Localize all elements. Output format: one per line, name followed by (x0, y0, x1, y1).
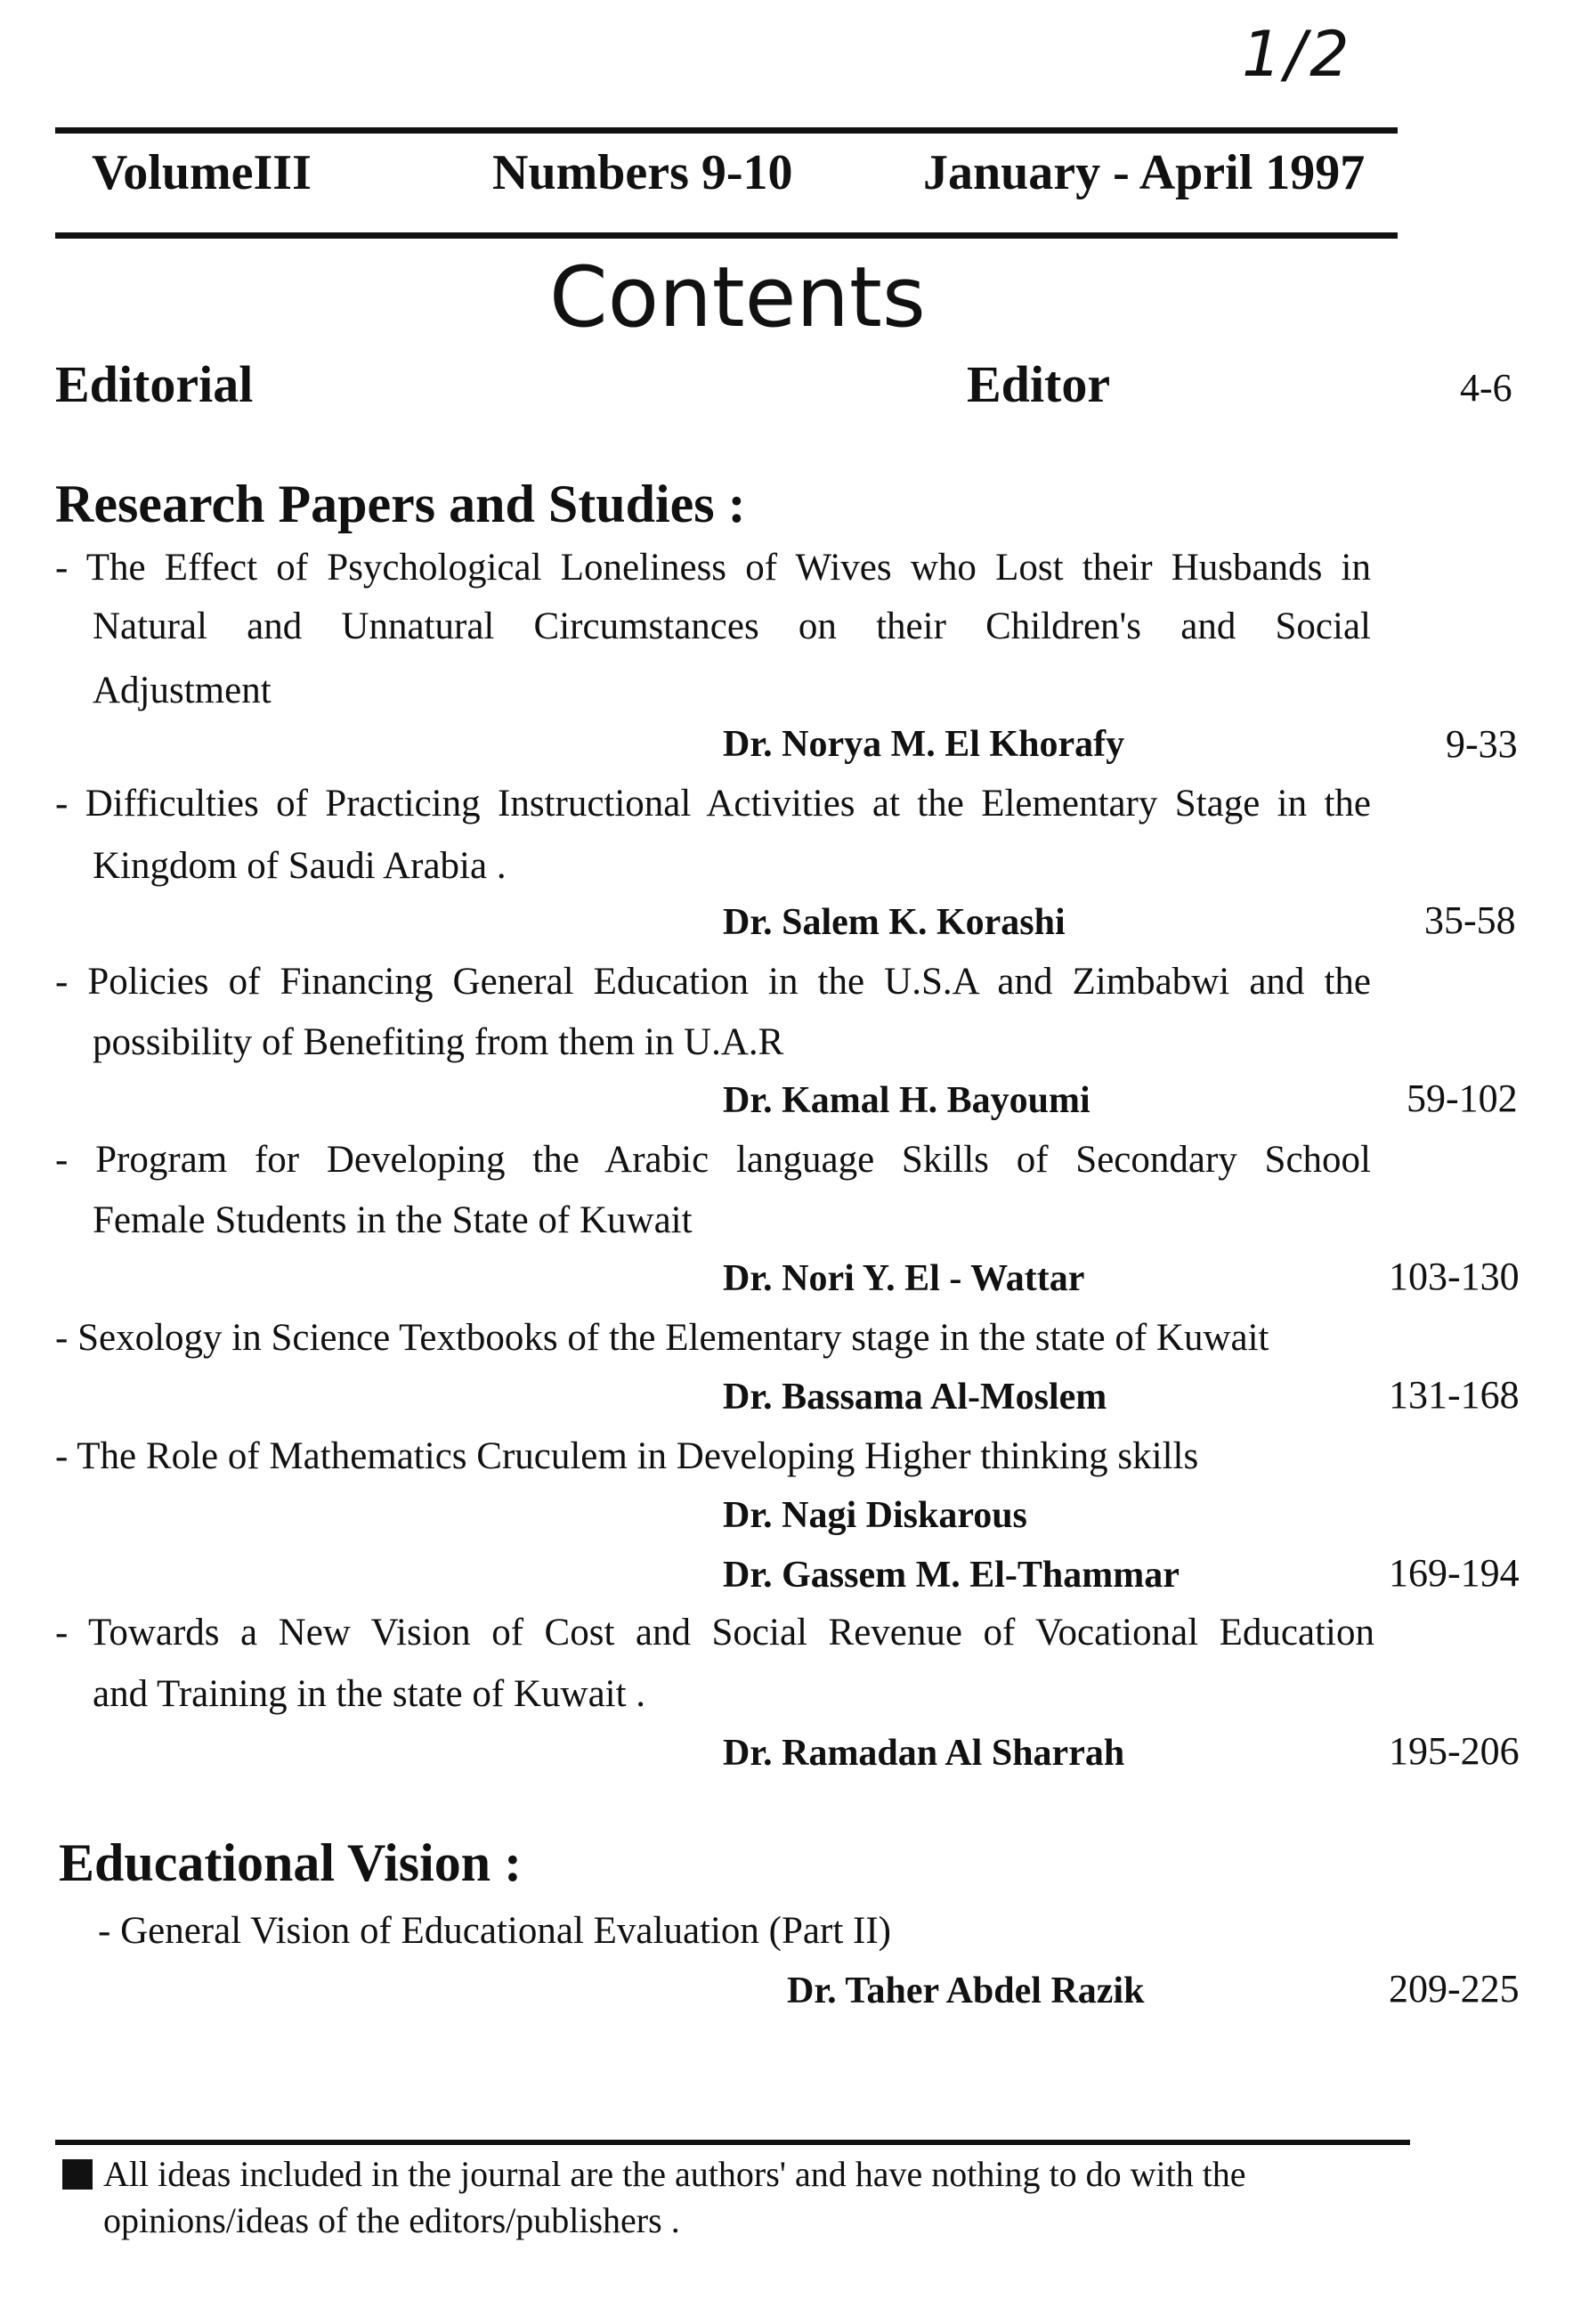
date-label: January - April 1997 (923, 145, 1366, 200)
header-bottom-rule (55, 232, 1398, 239)
page-title: Contents (549, 249, 926, 346)
paper-4-pages: 103-130 (1389, 1255, 1520, 1298)
paper-7-title-line-1: - Towards a New Vision of Cost and Social Revenue of Vocational Education (55, 1612, 1374, 1654)
research-heading: Research Papers and Studies : (55, 475, 746, 533)
paper-6-pages: 169-194 (1389, 1551, 1520, 1595)
paper-3-author: Dr. Kamal H. Bayoumi (723, 1080, 1090, 1121)
paper-5-author: Dr. Bassama Al-Moslem (723, 1377, 1107, 1418)
paper-3-title-line-2: possibility of Benefiting from them in U.A.R (93, 1021, 784, 1063)
vision-author: Dr. Taher Abdel Razik (787, 1971, 1145, 2011)
paper-4-title-line-2: Female Students in the State of Kuwait (93, 1199, 693, 1241)
vision-item: - General Vision of Educational Evaluation (Part II) (98, 1910, 891, 1952)
paper-6-title-line-1: - The Role of Mathematics Cruculem in Developing Higher thinking skills (55, 1435, 1199, 1477)
paper-5-title-line-1: - Sexology in Science Textbooks of the Elementary stage in the state of Kuwait (55, 1317, 1269, 1359)
paper-7-pages: 195-206 (1389, 1729, 1520, 1773)
volume-label: VolumeIII (92, 145, 312, 200)
paper-1-author: Dr. Norya M. El Khorafy (723, 724, 1125, 765)
paper-2-author: Dr. Salem K. Korashi (723, 902, 1066, 943)
paper-7-title-line-2: and Training in the state of Kuwait . (93, 1673, 646, 1715)
vision-heading: Educational Vision : (59, 1833, 523, 1892)
paper-2-title-line-1: - Difficulties of Practicing Instructional Activities at the Elementary Stage in the (55, 783, 1371, 825)
editorial-pages: 4-6 (1460, 366, 1512, 410)
editorial-label: Editorial (55, 355, 254, 413)
header-top-rule (55, 127, 1398, 134)
paper-3-title-line-1: - Policies of Financing General Education in the U.S.A and Zimbabwi and the (55, 961, 1371, 1003)
paper-6-author-2: Dr. Gassem M. El-Thammar (723, 1555, 1180, 1596)
editorial-author: Editor (967, 355, 1111, 413)
paper-1-title-line-3: Adjustment (93, 670, 272, 711)
paper-3-pages: 59-102 (1407, 1077, 1518, 1120)
paper-2-title-line-2: Kingdom of Saudi Arabia . (93, 845, 507, 887)
paper-4-author: Dr. Nori Y. El - Wattar (723, 1258, 1085, 1299)
paper-7-author: Dr. Ramadan Al Sharrah (723, 1733, 1125, 1774)
numbers-label: Numbers 9-10 (492, 145, 793, 200)
bullet-square-icon (62, 2159, 93, 2190)
disclaimer-line-2: opinions/ideas of the editors/publishers . (103, 2200, 680, 2240)
paper-5-pages: 131-168 (1389, 1373, 1520, 1417)
footer-rule (55, 2140, 1410, 2145)
paper-6-author-1: Dr. Nagi Diskarous (723, 1495, 1027, 1536)
disclaimer-line-1: All ideas included in the journal are the authors' and have nothing to do with the (103, 2154, 1246, 2194)
paper-1-title-line-1: - The Effect of Psychological Loneliness of Wives who Lost their Husbands in (55, 547, 1371, 589)
paper-2-pages: 35-58 (1424, 898, 1516, 942)
paper-1-pages: 9-33 (1446, 722, 1518, 766)
paper-4-title-line-1: - Program for Developing the Arabic language Skills of Secondary School (55, 1139, 1371, 1181)
vision-pages: 209-225 (1389, 1967, 1520, 2011)
paper-1-title-line-2: Natural and Unnatural Circumstances on their Children's and Social (93, 605, 1371, 647)
handwritten-annotation: 1/2 (1242, 18, 1353, 91)
